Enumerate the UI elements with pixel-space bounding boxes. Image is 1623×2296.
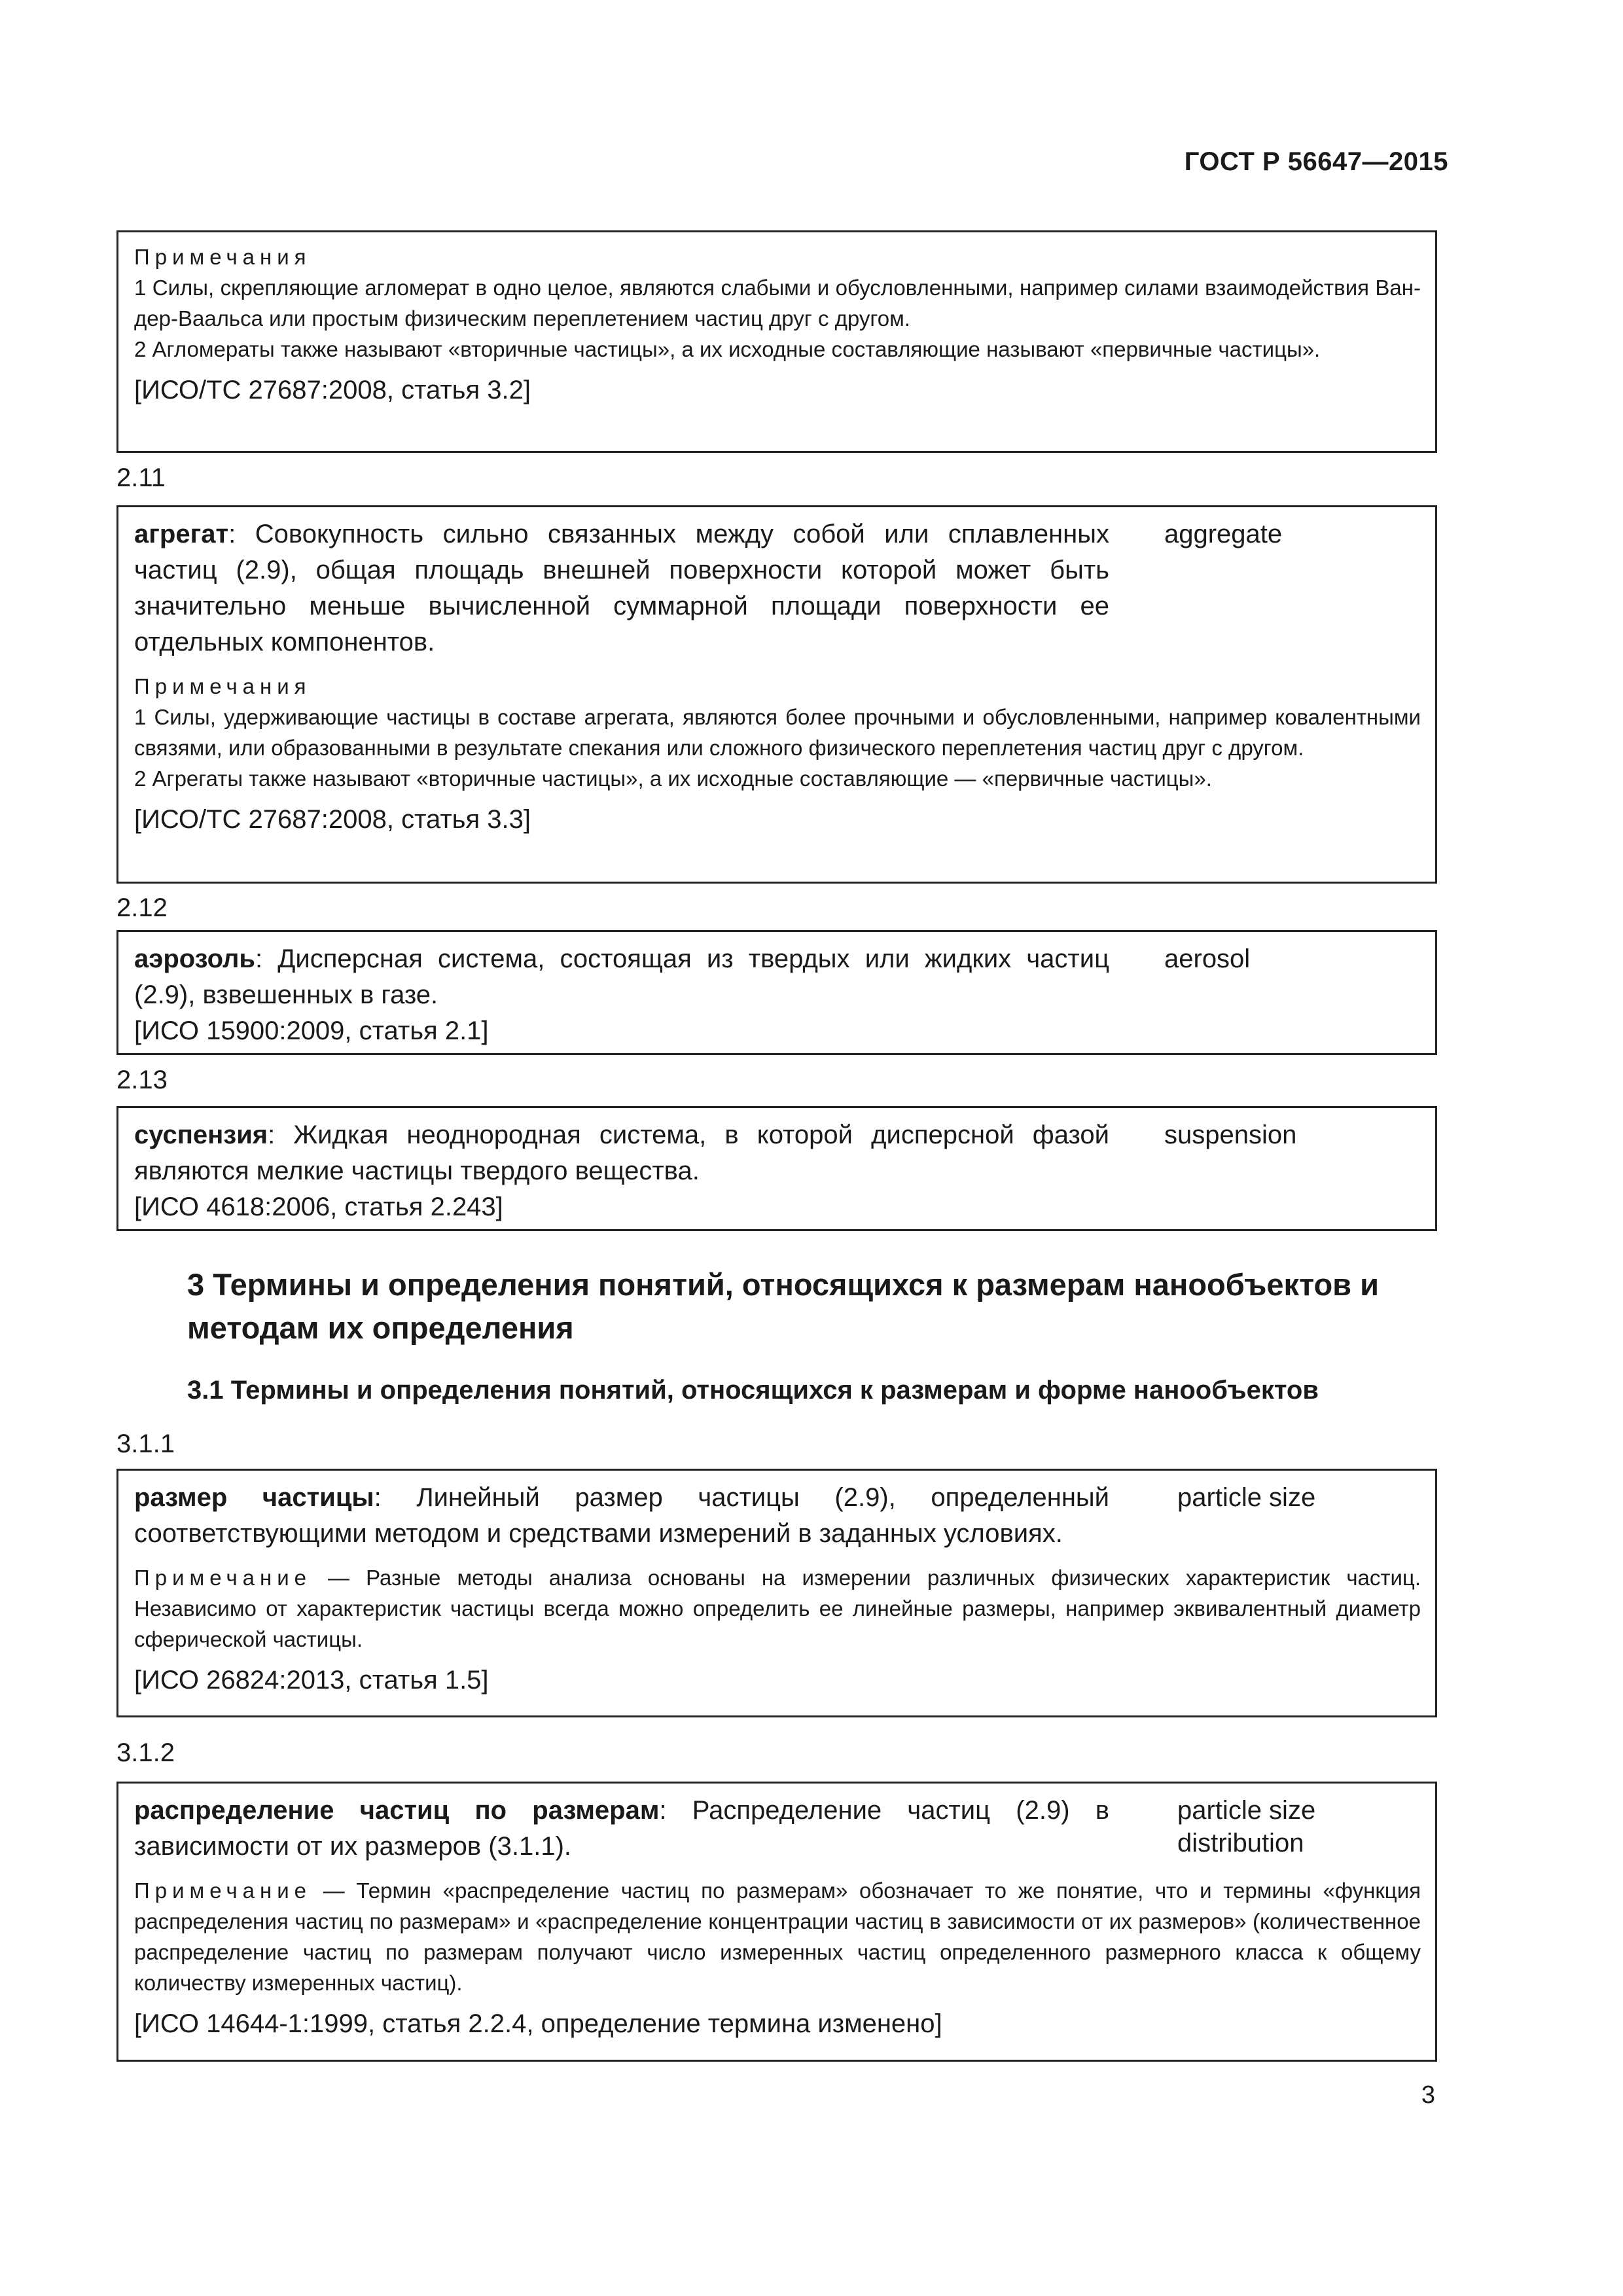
subsection-heading: 3.1 Термины и определения понятий, относящихся к размерам и форме нанообъектов bbox=[187, 1376, 1319, 1405]
entry-box-aggregate bbox=[116, 505, 1437, 884]
notes-title: Примечания bbox=[134, 245, 312, 269]
note-text: — Разные методы анализа основаны на измерении различных физических характеристик частиц. Независимо от характеристик частицы всегда можно определить ее линейные размеры, например эквивалентный диаметр сферической частицы. bbox=[134, 1566, 1421, 1651]
entry-number: 3.1.1 bbox=[116, 1429, 175, 1458]
entry-box-particle-size-distribution bbox=[116, 1782, 1437, 2062]
entry-row bbox=[134, 507, 1421, 660]
definition bbox=[134, 941, 1109, 1013]
note-2: 2 Агломераты также называют «вторичные частицы», а их исходные составляющие называют «первичные частицы». bbox=[134, 337, 1321, 361]
definition bbox=[134, 1480, 1109, 1552]
document-code: ГОСТ Р 56647—2015 bbox=[1184, 147, 1448, 176]
entry-box-suspension bbox=[116, 1106, 1437, 1231]
definition-text: : Совокупность сильно связанных между собой или сплавленных частиц (2.9), общая площадь внешней поверхности которой может быть значительно меньше вычисленной суммарной площади поверхности ее отдельных компонентов. bbox=[134, 520, 1109, 656]
notes-title: Примечания bbox=[134, 674, 312, 698]
english-term: particle size bbox=[1177, 1483, 1316, 1512]
note-label: Примечание bbox=[134, 1878, 312, 1903]
entry-row bbox=[134, 1108, 1421, 1189]
entry-row bbox=[134, 1471, 1421, 1552]
reference: [ИСО 14644-1:1999, статья 2.2.4, определение термина изменено] bbox=[134, 2009, 942, 2038]
entry-number: 2.11 bbox=[116, 463, 166, 492]
english-term: aerosol bbox=[1164, 944, 1251, 973]
english-term: suspension bbox=[1164, 1121, 1297, 1149]
note-text: — Термин «распределение частиц по размерам» обозначает то же понятие, что и термины «функция распределения частиц по размерам» и «распределение концентрации частиц в зависимости от их размеров» (количественное распределение частиц по размерам получают число измеренных частиц определенного размерного класса к общему количеству измеренных частиц). bbox=[134, 1878, 1421, 1995]
reference: [ИСО 4618:2006, статья 2.243] bbox=[134, 1193, 503, 1221]
entry-number: 2.13 bbox=[116, 1066, 168, 1094]
entry-number: 3.1.2 bbox=[116, 1738, 175, 1767]
definition-text: : Линейный размер частицы (2.9), определенный соответствующими методом и средствами измерений в заданных условиях. bbox=[134, 1483, 1109, 1548]
reference: [ИСО/ТС 27687:2008, статья 3.3] bbox=[134, 805, 531, 834]
note-label: Примечание bbox=[134, 1566, 312, 1590]
note-1: 1 Силы, удерживающие частицы в составе агрегата, являются более прочными и обусловленными, например ковалентными связями, или образованными в результате спекания или сложного физического переплетения частиц друг с другом. bbox=[134, 705, 1421, 760]
term: распределение частиц по размерам bbox=[134, 1796, 660, 1825]
definition-text: : Распределение частиц (2.9) в зависимости от их размеров (3.1.1). bbox=[134, 1796, 1109, 1861]
term: аэрозоль bbox=[134, 944, 255, 973]
entry-number: 2.12 bbox=[116, 893, 168, 922]
entry-box-aerosol bbox=[116, 930, 1437, 1055]
term: размер частицы bbox=[134, 1483, 374, 1512]
term: агрегат bbox=[134, 520, 229, 548]
definition bbox=[134, 516, 1109, 660]
note-2: 2 Агрегаты также называют «вторичные частицы», а их исходные составляющие — «первичные частицы». bbox=[134, 766, 1212, 791]
note-1: 1 Силы, скрепляющие агломерат в одно целое, являются слабыми и обусловленными, например силами взаимодействия Ван-дер-Ваальса или простым физическим переплетением частиц друг с другом. bbox=[134, 276, 1421, 331]
reference: [ИСО 26824:2013, статья 1.5] bbox=[134, 1666, 489, 1695]
note bbox=[134, 1562, 1421, 1655]
entry-row bbox=[134, 1784, 1421, 1865]
definition bbox=[134, 1117, 1109, 1189]
entry-row bbox=[134, 932, 1421, 1013]
reference: [ИСО/ТС 27687:2008, статья 3.2] bbox=[134, 376, 531, 404]
definition-text: : Дисперсная система, состоящая из твердых или жидких частиц (2.9), взвешенных в газе. bbox=[134, 944, 1109, 1009]
entry-box-continued bbox=[116, 230, 1437, 453]
definition-text: : Жидкая неоднородная система, в которой дисперсной фазой являются мелкие частицы твердого вещества. bbox=[134, 1121, 1109, 1185]
entry-box-particle-size bbox=[116, 1469, 1437, 1717]
reference: [ИСО 15900:2009, статья 2.1] bbox=[134, 1016, 489, 1045]
english-term: particle size distribution bbox=[1177, 1796, 1316, 1857]
note bbox=[134, 1875, 1421, 1998]
page-number: 3 bbox=[1421, 2081, 1435, 2109]
english-term: aggregate bbox=[1164, 520, 1283, 548]
term: суспензия bbox=[134, 1121, 268, 1149]
definition bbox=[134, 1793, 1109, 1865]
section-heading: 3 Термины и определения понятий, относящихся к размерам нанообъектов и методам их определения bbox=[187, 1267, 1380, 1345]
